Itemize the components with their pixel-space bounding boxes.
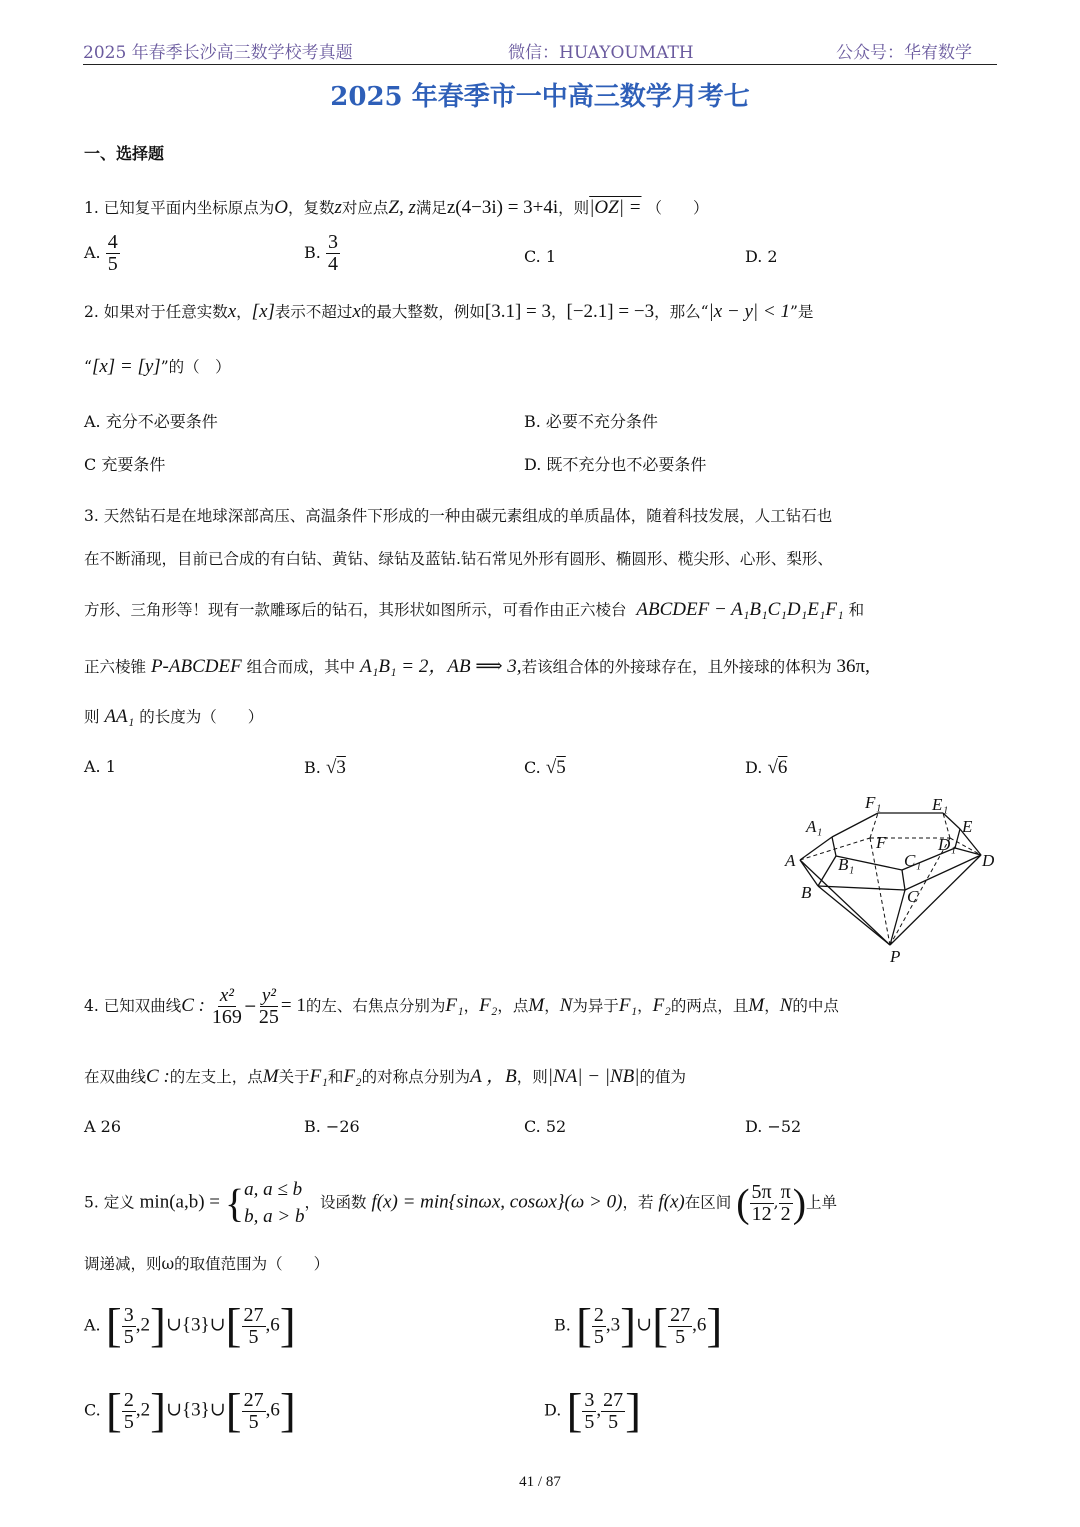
question-1-option-d: D. 2 [745,247,778,266]
question-3-option-c: C. √5 [524,757,566,778]
header-left: 2025 年春季长沙高三数学校考真题 [83,43,353,63]
question-5-option-b: B. [ $\frac{2}{5}$ ,3]∪[ $\frac{27}{5}$ ,6] [554,1299,723,1352]
header-divider [83,64,997,65]
question-1-option-b: B. $\frac{3}{4}$ [304,231,338,275]
question-3-line3: 方形、三角形等！现有一款雕琢后的钻石，其形状如图所示，可看作由正六棱台 ABCDEF − A₁B₁C₁D₁E₁F₁ 和 [84,599,865,620]
label-p: P [890,947,901,966]
question-4-option-d: D. −52 [745,1117,802,1136]
label-f1: F₁ [865,793,882,812]
question-4-line2: 在双曲线C :的左支上，点M关于F₁和F₂的对称点分别为A ，B，则|NA| − |NB|的值为 [84,1066,687,1087]
label-f: F [876,833,887,852]
question-5-option-a: A. [ $\frac{3}{5}$ ,2]∪{3}∪[ $\frac{27}{5}$ ,6] [84,1299,296,1352]
question-2-stem: 2. 如果对于任意实数x，[x]表示不超过x的最大整数，例如[3.1] = 3，[−2.1] = −3，那么“|x − y| < 1”是 [84,301,814,322]
question-2-option-c: C 充要条件 [84,455,166,474]
question-4-option-b: B. −26 [304,1117,360,1136]
label-d: D [982,851,995,870]
label-c1: C₁ [904,851,922,870]
question-3-line1: 3. 天然钻石是在地球深部高压、高温条件下形成的一种由碳元素组成的单质晶体，随着科技发展，人工钻石也 [84,507,833,525]
question-4-option-c: C. 52 [524,1117,567,1136]
question-2-stem-line2: “[x] = [y]”的（ ） [84,356,231,377]
label-c: C [907,887,919,906]
question-5-stem: 5. 定义 min(a,b) = { a, a ≤ b b, a > b ，设函数 f(x) = min{sinωx, cosωx}(ω > 0)，若 f(x)在区间 ( $\frac{5\pi}{12}$ , $\frac{\pi}{2}$ )上单 [84,1179,838,1227]
page-title: 2025 年春季市一中高三数学月考七 [330,82,750,112]
label-e: E [962,817,973,836]
fraction: $\frac{3}{4}$ [327,231,338,275]
question-4-option-a: A 26 [84,1117,121,1136]
question-3-option-b: B. √3 [304,757,346,778]
fraction: $\frac{5\pi}{12}$ [751,1181,772,1226]
label-d1: D₁ [938,835,957,854]
label-e1: E₁ [932,795,949,814]
fraction: $\frac{\pi}{2}$ [780,1181,791,1226]
label-a: A [785,851,796,870]
label-b: B [801,883,812,902]
question-5-option-c: C. [ $\frac{2}{5}$ ,2]∪{3}∪[ $\frac{27}{5}$ ,6] [84,1384,296,1437]
diamond-figure [770,790,1010,970]
section-heading: 一、选择题 [84,144,165,163]
header-right: 公众号：华宥数学 [836,43,972,63]
fraction: $\frac{4}{5}$ [107,231,118,275]
question-3-option-d: D. √6 [745,757,788,778]
question-2-option-d: D. 既不充分也不必要条件 [524,455,707,474]
question-5-option-d: D. [ $\frac{3}{5}$ , $\frac{27}{5}$ ] [544,1384,642,1437]
question-3-line2: 在不断涌现，目前已合成的有白钻、黄钻、绿钻及蓝钻.钻石常见外形有圆形、椭圆形、榄尖形、心形、梨形、 [84,550,833,568]
label-b1: B₁ [838,855,855,874]
question-3-line4: 正六棱锥 P-ABCDEF 组合而成，其中 A₁B₁ = 2，AB ⟹ 3,若该组合体的外接球存在，且外接球的体积为 36π, [84,656,870,677]
fraction: $\frac{\text{y²}}{25}$ [258,985,279,1028]
fraction: $\frac{\text{x²}}{169}$ [211,985,242,1028]
label-a1: A₁ [806,817,823,836]
question-5-line2: 调递减，则ω的取值范围为（ ） [84,1255,330,1273]
question-1-stem: 1. 已知复平面内坐标原点为O，复数z对应点Z, z满足z(4−3i) = 3+4i，则|OZ| = （ ） [84,197,709,218]
question-1-option-a: A. $\frac{4}{5}$ [84,231,118,275]
question-3-line5: 则 AA₁ 的长度为（ ） [84,706,264,727]
question-4-stem: 4. 已知双曲线C : $\frac{\text{x²}}{169}$ − $\frac{\text{y²}}{25}$ = 1的左、右焦点分别为F₁，F₂，点M，N为异于F₁，F₂的两点，且M，N的中点 [84,985,839,1028]
question-3-option-a: A. 1 [84,757,116,776]
page-number: 41 / 87 [519,1474,561,1490]
header-center: 微信：HUAYOUMATH [508,43,694,63]
question-2-option-a: A. 充分不必要条件 [84,412,218,431]
question-1-option-c: C. 1 [524,247,557,266]
question-2-option-b: B. 必要不充分条件 [524,412,658,431]
